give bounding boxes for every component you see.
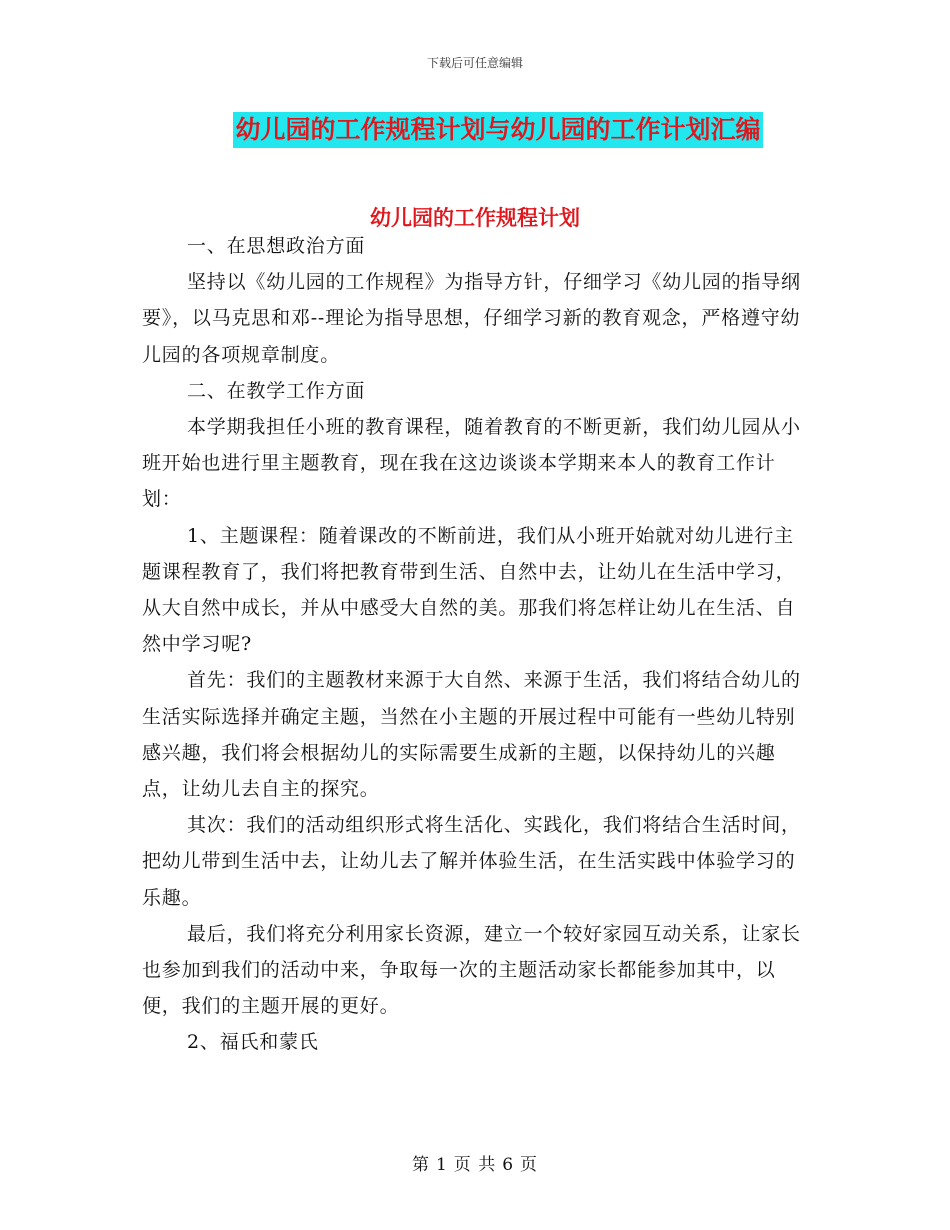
paragraph-theme-course: 1、主题课程：随着课改的不断前进，我们从小班开始就对幼儿进行主题课程教育了，我们将把教育带到生活、自然中去，让幼儿在生活中学习，从大自然中成长，并从中感受大自然的美。那我们将怎样让幼儿在生活、自然中学习呢? [142, 524, 796, 656]
paragraph-second: 其次：我们的活动组织形式将生活化、实践化，我们将结合生活时间，把幼儿带到生活中去，让幼儿去了解并体验生活，在生活实践中体验学习的乐趣。 [142, 814, 801, 909]
document-body [142, 228, 810, 1061]
footer-middle: 页 共 [453, 1155, 497, 1175]
heading-politics: 一、在思想政治方面 [187, 235, 366, 257]
paragraph-politics: 坚持以《幼儿园的工作规程》为指导方针，仔细学习《幼儿园的指导纲要》，以马克思和邓--理论为指导思想，仔细学习新的教育观念，严格遵守幼儿园的各项规章制度。 [142, 271, 801, 366]
document-title-container [0, 112, 950, 148]
footer-total-pages: 6 [502, 1155, 515, 1175]
heading-froebel-montessori: 2、福氏和蒙氏 [187, 1031, 319, 1054]
paragraph-teaching-intro: 本学期我担任小班的教育课程，随着教育的不断更新，我们幼儿园从小班开始也进行里主题教育，现在我在这边谈谈本学期来本人的教育工作计划： [142, 416, 801, 511]
footer-prefix: 第 [411, 1155, 430, 1175]
page-footer [0, 1150, 950, 1175]
heading-teaching: 二、在教学工作方面 [187, 379, 366, 402]
document-title: 幼儿园的工作规程计划与幼儿园的工作计划汇编 [233, 112, 762, 148]
section-title: 幼儿园的工作规程计划 [370, 205, 580, 230]
header-note: 下载后可任意编辑 [426, 56, 523, 70]
footer-suffix: 页 [520, 1155, 539, 1175]
paragraph-first: 首先：我们的主题教材来源于大自然、来源于生活，我们将结合幼儿的生活实际选择并确定主题，当然在小主题的开展过程中可能有一些幼儿特别感兴趣，我们将会根据幼儿的实际需要生成新的主题，以保持幼儿的兴趣点，让幼儿去自主的探究。 [142, 669, 801, 801]
paragraph-last: 最后，我们将充分利用家长资源，建立一个较好家园互动关系，让家长也参加到我们的活动中来，争取每一次的主题活动家长都能参加其中，以便，我们的主题开展的更好。 [142, 922, 801, 1018]
footer-page-number: 1 [435, 1155, 448, 1175]
